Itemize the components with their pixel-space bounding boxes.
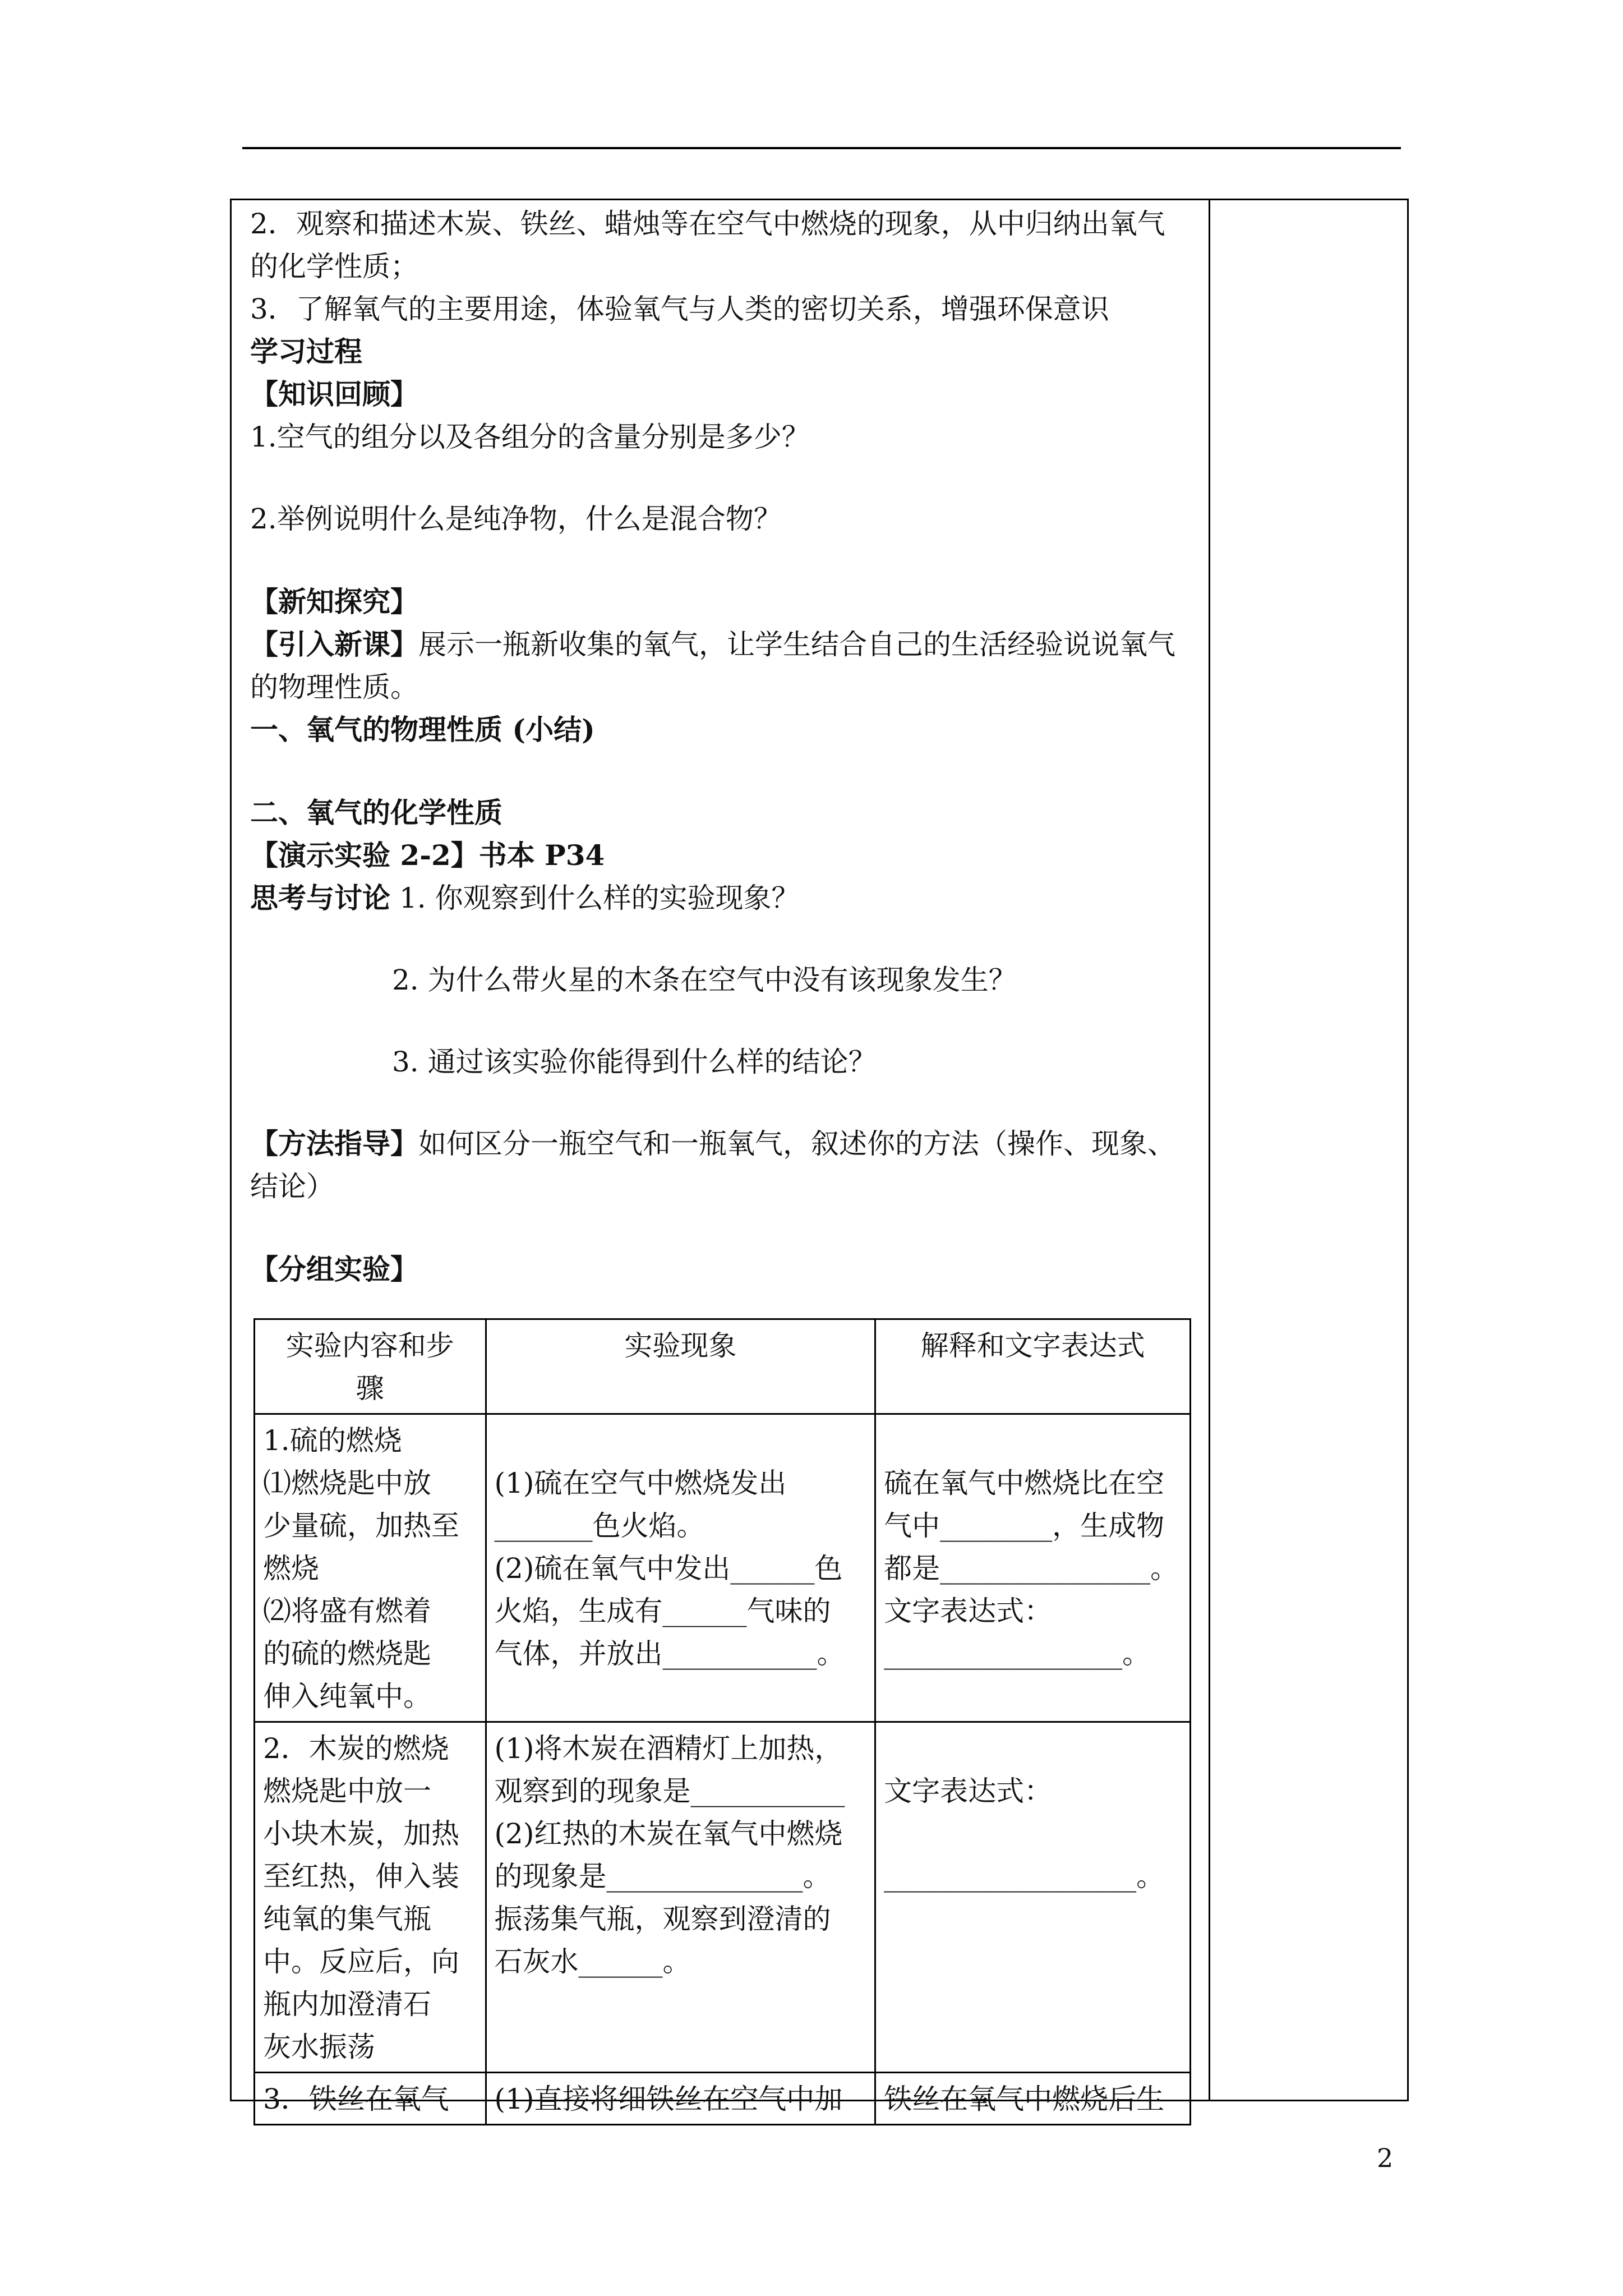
objective-3: 3．了解氧气的主要用途，体验氧气与人类的密切关系，增强环保意识 xyxy=(250,293,1109,325)
review-question-1: 1.空气的组分以及各组分的含量分别是多少？ xyxy=(250,421,810,453)
table-row xyxy=(255,1414,1191,1722)
sulfur-steps: 1.硫的燃烧 ⑴燃烧匙中放 少量硫，加热至 燃烧 ⑵将盛有燃着 的硫的燃烧匙 伸入纯氧中。 xyxy=(255,1414,486,1722)
intro-text: 展示一瓶新收集的氧气，让学生结合自己的生活经验说说氧气 xyxy=(418,628,1175,661)
table-header-row xyxy=(255,1319,1191,1414)
heading-new-knowledge: 【新知探究】 xyxy=(250,585,418,618)
intro-paragraph xyxy=(250,623,1175,666)
header-content-steps: 实验内容和步 骤 xyxy=(255,1319,486,1414)
discussion-heading: 思考与讨论 xyxy=(250,881,390,914)
group-experiment-heading: 【分组实验】 xyxy=(250,1253,418,1286)
experiment-table xyxy=(253,1318,1191,2125)
method-guide-text: 如何区分一瓶空气和一瓶氧气，叙述你的方法（操作、现象、 xyxy=(418,1128,1175,1160)
table-row xyxy=(255,2073,1191,2125)
charcoal-steps: 2．木炭的燃烧 燃烧匙中放一 小块木炭，加热 至红热，伸入装 纯氧的集气瓶 中。反应后，向 瓶内加澄清石 灰水振荡 xyxy=(255,1722,486,2073)
iron-phenomena: (1)直接将细铁丝在空气中加 xyxy=(486,2073,875,2125)
review-question-2: 2.举例说明什么是纯净物，什么是混合物？ xyxy=(250,503,782,535)
heading-intro: 【引入新课】 xyxy=(250,628,418,661)
sulfur-explanation: 硫在氧气中燃烧比在空 气中________，生成物 都是_______________。 文字表达式： _________________。 xyxy=(875,1414,1191,1722)
charcoal-phenomena: (1)将木炭在酒精灯上加热， 观察到的现象是___________ (2)红热的木炭在氧气中燃烧 的现象是______________。 振荡集气瓶，观察到澄清的 石灰水______。 xyxy=(486,1722,875,2073)
section-chemical-properties: 二、氧气的化学性质 xyxy=(250,796,502,829)
method-guide-cont: 结论） xyxy=(250,1170,334,1203)
heading-review: 【知识回顾】 xyxy=(250,378,418,411)
table-row xyxy=(255,1722,1191,2073)
section-physical-properties: 一、氧气的物理性质 (小结) xyxy=(250,713,595,746)
demo-experiment-heading: 【演示实验 2-2】书本 P34 xyxy=(250,839,605,872)
header-explanation: 解释和文字表达式 xyxy=(875,1319,1191,1414)
sulfur-phenomena: (1)硫在空气中燃烧发出 _______色火焰。 (2)硫在氧气中发出______色 火焰，生成有______气味的 气体，并放出___________。 xyxy=(486,1414,875,1722)
iron-explanation: 铁丝在氧气中燃烧后生 xyxy=(875,2073,1191,2125)
iron-steps: 3．铁丝在氧气 xyxy=(255,2073,486,2125)
header-rule xyxy=(242,147,1401,149)
charcoal-explanation: 文字表达式： __________________。 xyxy=(875,1722,1191,2073)
discussion-question-3: 3. 通过该实验你能得到什么样的结论？ xyxy=(392,1046,877,1078)
objective-2: 2．观察和描述木炭、铁丝、蜡烛等在空气中燃烧的现象，从中归纳出氧气 xyxy=(250,208,1165,240)
intro-paragraph-cont: 的物理性质。 xyxy=(250,671,418,703)
header-phenomena: 实验现象 xyxy=(486,1319,875,1414)
method-guide-heading: 【方法指导】 xyxy=(250,1127,418,1160)
method-guide xyxy=(250,1122,1175,1165)
discussion-line-1 xyxy=(250,877,800,919)
page-number: 2 xyxy=(1377,2143,1394,2173)
discussion-question-1: 1. 你观察到什么样的实验现象？ xyxy=(390,882,800,914)
outer-column-divider xyxy=(1209,200,1210,2100)
discussion-question-2: 2. 为什么带火星的木条在空气中没有该现象发生？ xyxy=(392,964,1017,996)
objective-2-cont: 的化学性质； xyxy=(250,250,418,283)
section-learning-process: 学习过程 xyxy=(250,335,362,368)
